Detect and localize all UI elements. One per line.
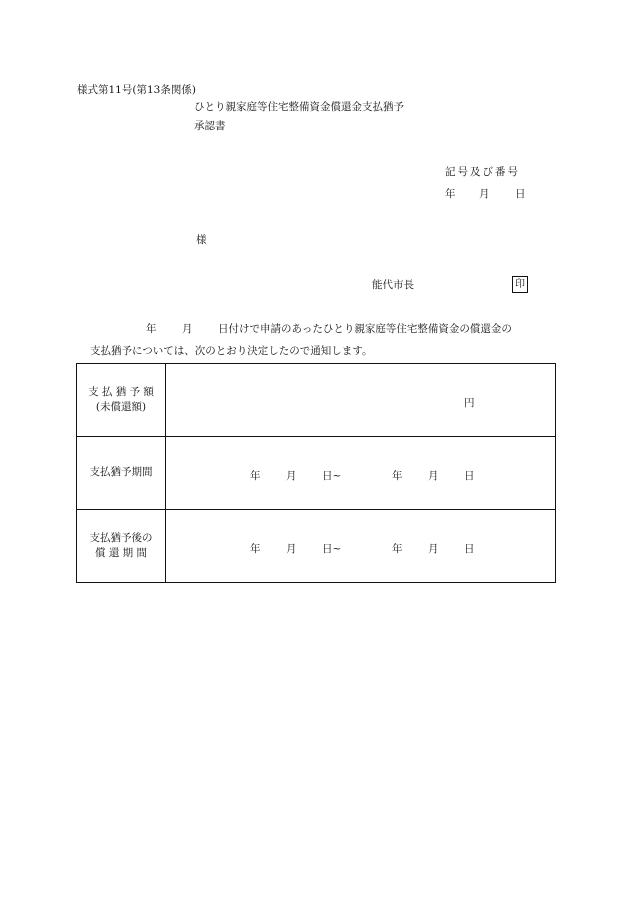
repayment-period-label (77, 510, 166, 583)
issuer-title: 能代市長 (372, 279, 414, 291)
repay-from-year: 年 (250, 543, 261, 555)
period-from-year: 年 (250, 470, 261, 482)
issue-date-year: 年 (445, 188, 456, 200)
repay-to-month: 月 (428, 543, 439, 555)
repayment-period-cell (166, 510, 556, 583)
repay-from-month: 月 (286, 543, 297, 555)
table-row-repayment-period (77, 510, 556, 583)
document-title-line2: 承認書 (194, 120, 226, 132)
amount-label-line1: 支 払 猶 予 額 (88, 385, 154, 398)
deferral-period-cell (166, 437, 556, 510)
repay-from-day: 日~ (322, 543, 342, 555)
repay-to-year: 年 (392, 543, 403, 555)
form-number: 様式第11号(第13条関係) (77, 84, 196, 96)
period-to-month: 月 (428, 470, 439, 482)
amount-label-line2: (未償還額) (95, 401, 147, 413)
issue-date (445, 189, 526, 200)
repay-to-day: 日 (464, 543, 475, 555)
amount-label (77, 364, 166, 437)
period-to-year: 年 (392, 470, 403, 482)
body-text: 日付けで申請のあったひとり親家庭等住宅整備資金の償還金の (218, 323, 512, 335)
decision-table (76, 363, 556, 583)
period-from-day: 日~ (322, 470, 342, 482)
body-text-line1 (146, 324, 512, 335)
issue-date-month: 月 (479, 188, 490, 200)
yen-unit: 円 (464, 397, 475, 409)
repayment-label-line1: 支払猶予後の (89, 531, 153, 544)
period-to-day: 日 (464, 470, 475, 482)
table-row-deferral-period (77, 437, 556, 510)
addressee-honorific: 様 (196, 234, 207, 246)
deferral-period-label: 支払猶予期間 (77, 437, 166, 510)
reference-number-label: 記号及び番号 (445, 166, 520, 178)
body-text-line2: 支払猶予については、次のとおり決定したので通知します。 (90, 345, 373, 357)
period-from-month: 月 (286, 470, 297, 482)
amount-value-cell (166, 364, 556, 437)
body-month: 月 (182, 323, 193, 335)
seal-mark: 印 (512, 276, 528, 293)
body-year: 年 (146, 323, 157, 335)
repayment-label-line2: 償 還 期 間 (94, 547, 147, 559)
table-row-amount (77, 364, 556, 437)
document-title-line1: ひとり親家庭等住宅整備資金償還金支払猶予 (194, 101, 404, 113)
issue-date-day: 日 (515, 188, 526, 200)
